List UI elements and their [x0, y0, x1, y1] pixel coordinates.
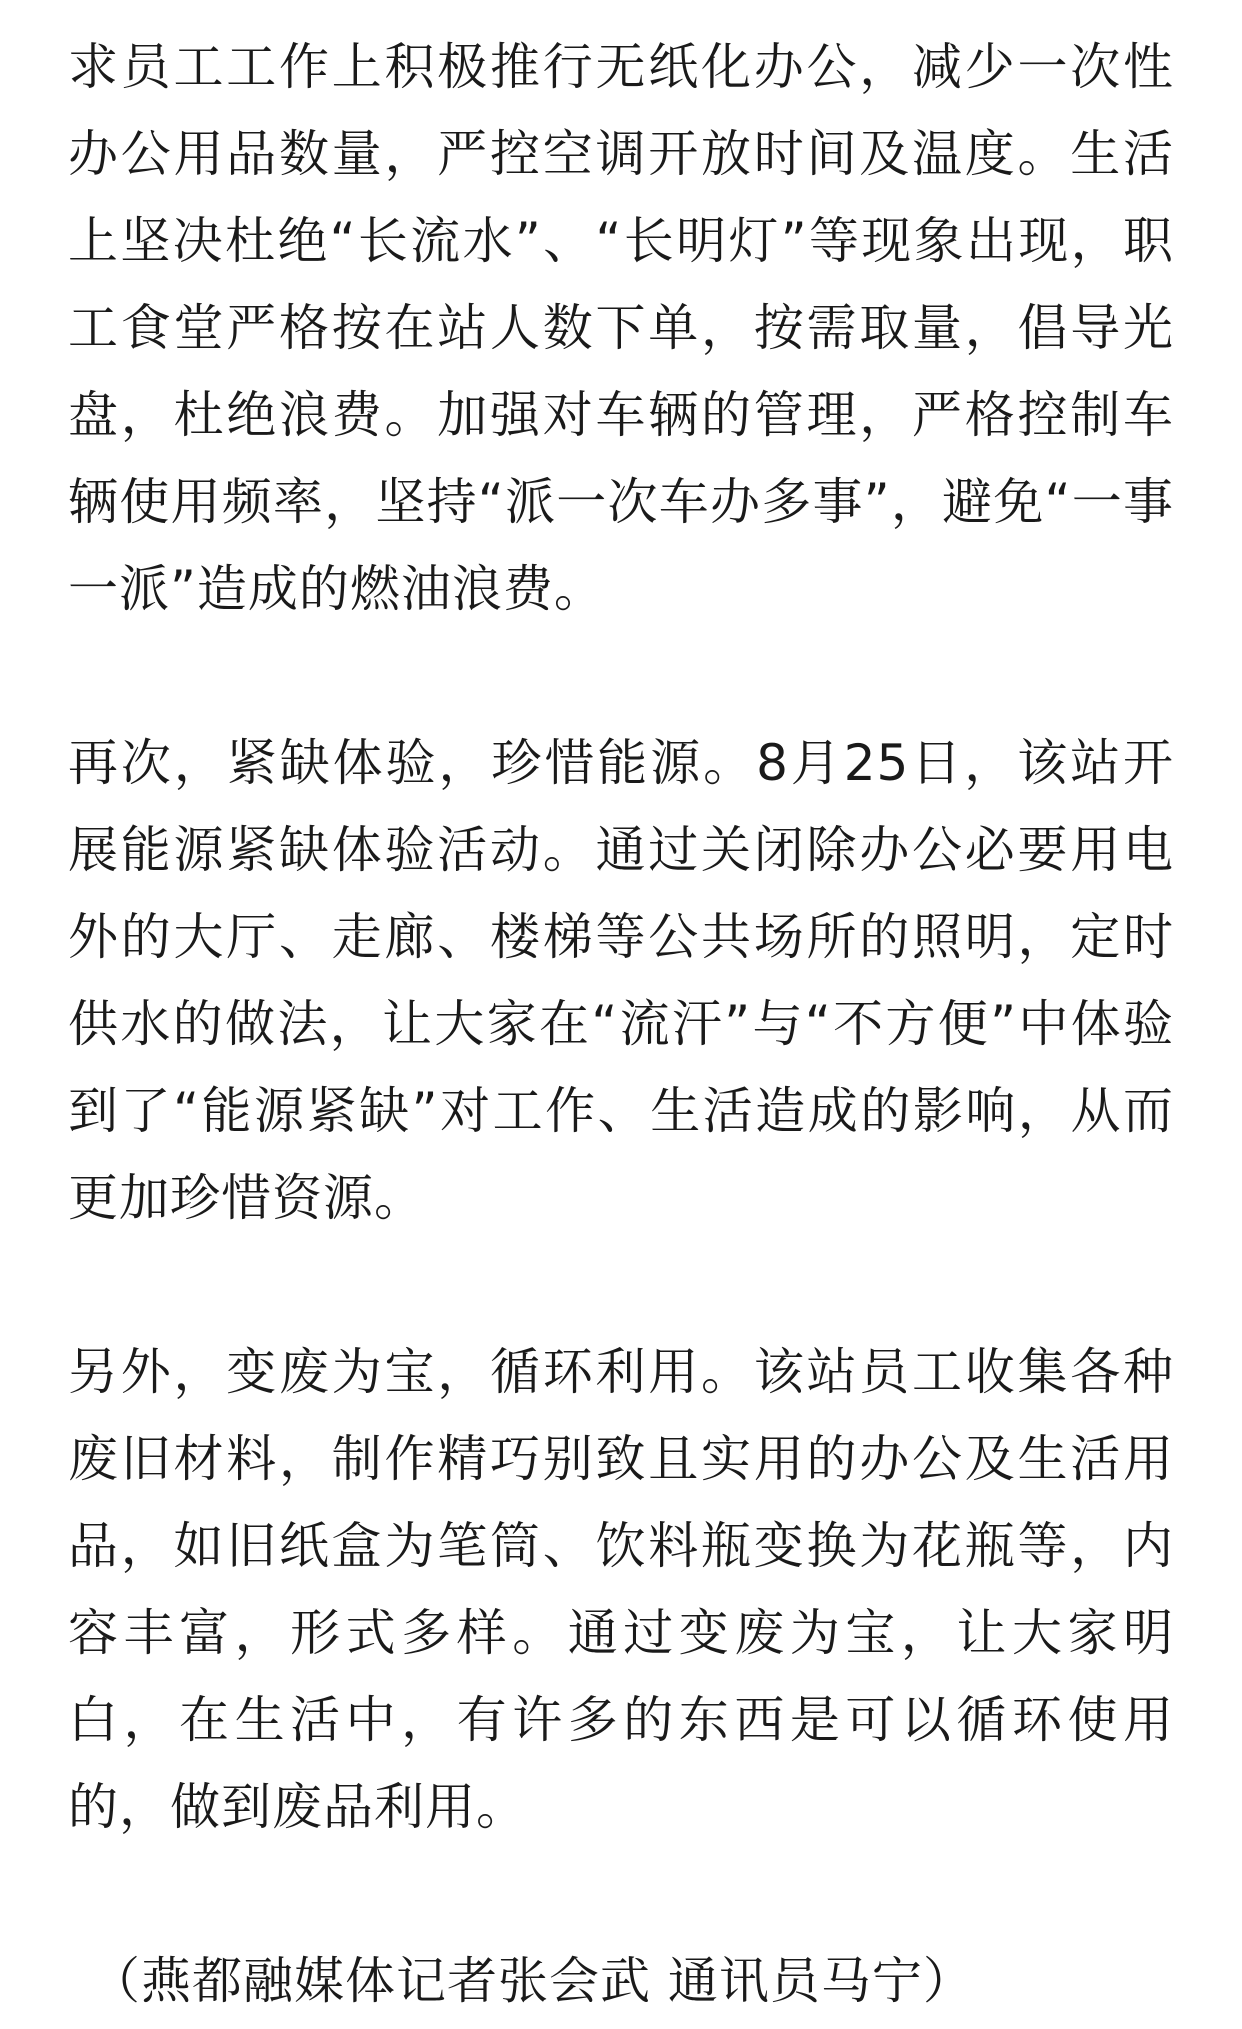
- article-body: [68, 24, 1174, 2025]
- paragraph-recycling: 另外，变废为宝，循环利用。该站员工收集各种废旧材料，制作精巧别致且实用的办公及生活用品，如旧纸盒为笔筒、饮料瓶变换为花瓶等，内容丰富，形式多样。通过变废为宝，让大家明白，在生活中，有许多的东西是可以循环使用的，做到废品利用。: [68, 1343, 1174, 1836]
- paragraph-spacer: [68, 633, 1174, 720]
- paragraph-office-energy-saving: 求员工工作上积极推行无纸化办公，减少一次性办公用品数量，严控空调开放时间及温度。生活上坚决杜绝“长流水”、“长明灯”等现象出现，职工食堂严格按在站人数下单，按需取量，倡导光盘，杜绝浪费。加强对车辆的管理，严格控制车辆使用频率，坚持“派一次车办多事”，避免“一事一派”造成的燃油浪费。: [68, 38, 1174, 618]
- paragraph-spacer: [68, 1242, 1174, 1329]
- article-byline: （燕都融媒体记者张会武 通讯员马宁）: [90, 1952, 974, 2010]
- paragraph-spacer: [68, 1851, 1174, 1938]
- paragraph-energy-shortage-experience: 再次，紧缺体验，珍惜能源。8月25日，该站开展能源紧缺体验活动。通过关闭除办公必要用电外的大厅、走廊、楼梯等公共场所的照明，定时供水的做法，让大家在“流汗”与“不方便”中体验到了“能源紧缺”对工作、生活造成的影响，从而更加珍惜资源。: [68, 734, 1174, 1227]
